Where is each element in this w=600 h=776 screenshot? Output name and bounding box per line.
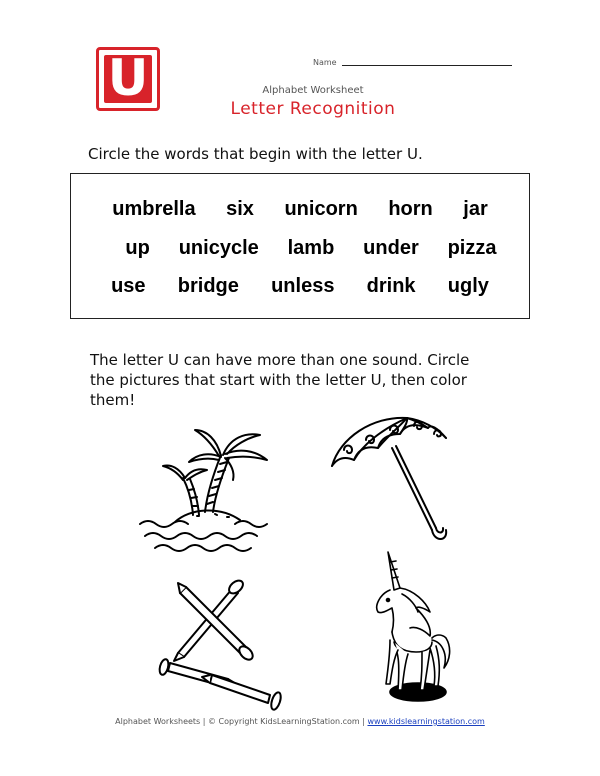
word-item[interactable]: drink bbox=[366, 275, 416, 297]
island-icon[interactable] bbox=[135, 420, 285, 560]
word-item[interactable]: lamb bbox=[287, 237, 335, 259]
instruction-line: the pictures that start with the letter U, then color bbox=[90, 371, 467, 389]
footer-link[interactable]: www.kidslearningstation.com bbox=[367, 717, 485, 726]
word-item[interactable]: use bbox=[111, 275, 146, 297]
word-item[interactable]: unicycle bbox=[178, 237, 259, 259]
badge-letter: U bbox=[107, 49, 149, 107]
footer-text: Alphabet Worksheets | © Copyright KidsLearningStation.com | bbox=[115, 717, 368, 726]
word-item[interactable]: ugly bbox=[447, 275, 489, 297]
word-item[interactable]: six bbox=[226, 198, 254, 220]
worksheet-subtitle: Alphabet Worksheet bbox=[262, 85, 364, 96]
word-row bbox=[71, 237, 529, 260]
word-item[interactable]: up bbox=[125, 237, 150, 259]
word-item[interactable]: under bbox=[363, 237, 419, 259]
name-label: Name bbox=[313, 58, 337, 67]
word-row bbox=[71, 275, 529, 298]
worksheet-title: Letter Recognition bbox=[230, 99, 396, 119]
footer bbox=[0, 717, 600, 726]
word-item[interactable]: unicorn bbox=[284, 198, 358, 220]
word-item[interactable]: bridge bbox=[177, 275, 239, 297]
instruction-line: The letter U can have more than one sound. Circle bbox=[90, 351, 470, 369]
word-item[interactable]: horn bbox=[388, 198, 433, 220]
word-item[interactable]: pizza bbox=[447, 237, 497, 259]
instruction-line: them! bbox=[90, 391, 136, 409]
nails-icon[interactable] bbox=[150, 575, 295, 715]
word-row bbox=[71, 198, 529, 221]
name-field-line[interactable] bbox=[342, 65, 512, 66]
word-item[interactable]: umbrella bbox=[112, 198, 196, 220]
word-box bbox=[70, 173, 530, 319]
umbrella-icon[interactable] bbox=[322, 408, 457, 550]
picture-instruction bbox=[90, 350, 520, 410]
word-item[interactable]: jar bbox=[463, 198, 488, 220]
word-item[interactable]: unless bbox=[271, 275, 335, 297]
unicorn-icon[interactable] bbox=[360, 550, 455, 710]
word-instruction: Circle the words that begin with the letter U. bbox=[88, 145, 423, 163]
